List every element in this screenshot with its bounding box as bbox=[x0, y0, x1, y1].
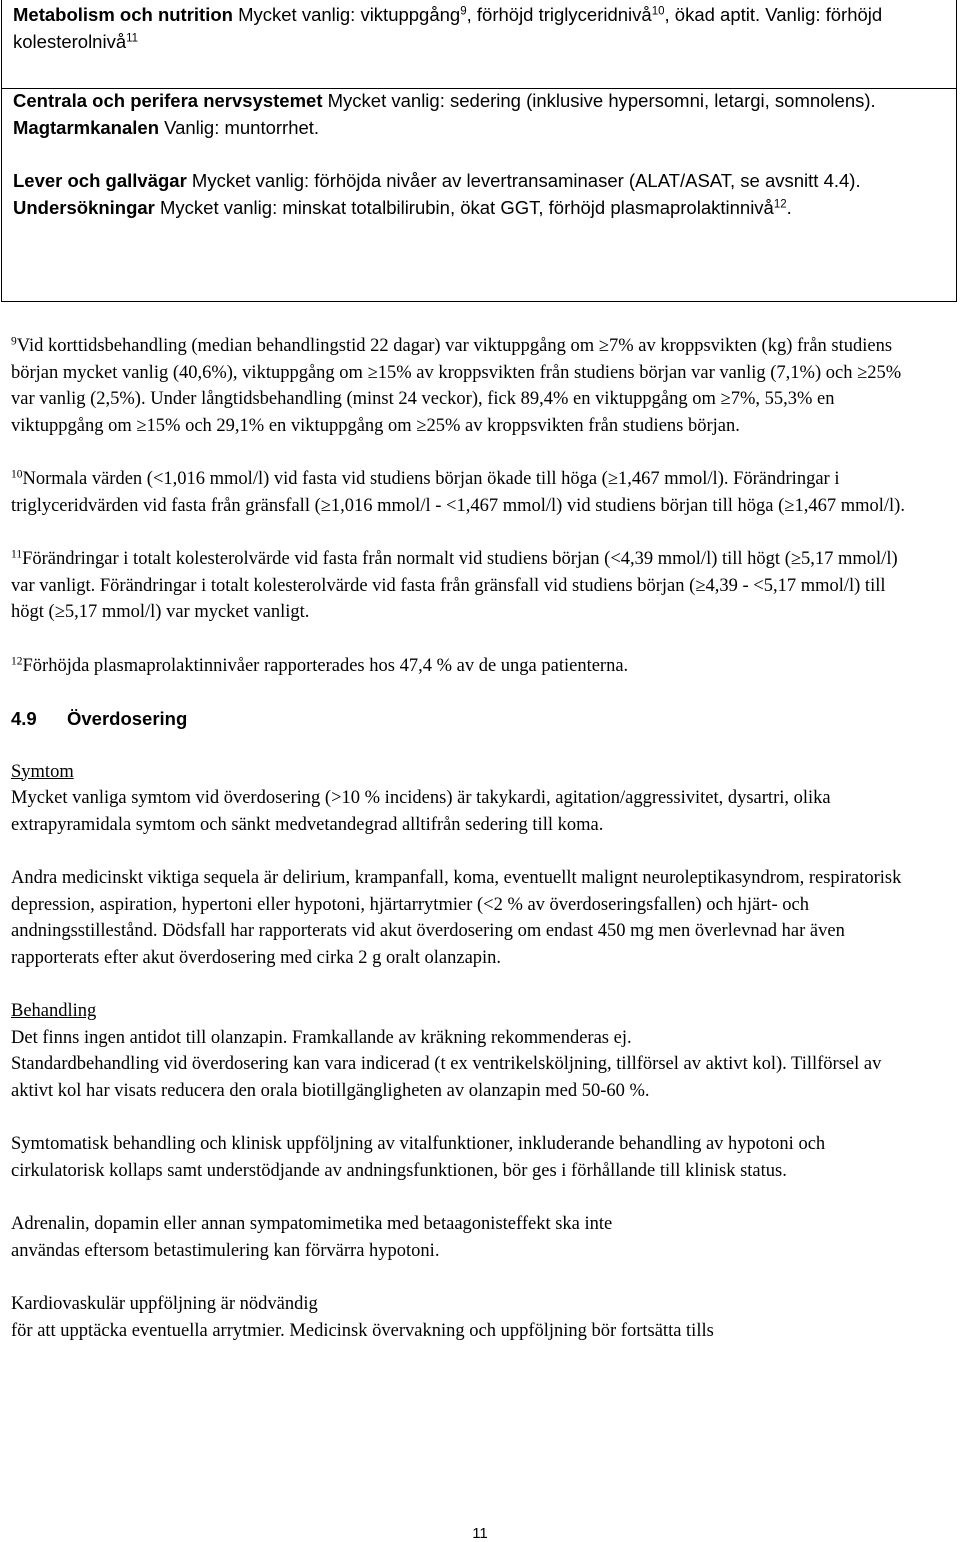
soc-heading-gi: Magtarmkanalen bbox=[13, 116, 159, 138]
treatment-paragraph-3: Symtomatisk behandling och klinisk uppföljning av vitalfunktioner, inkluderande behandling av hypotoni och cirkulatorisk kollaps samt understödjande av andningsfunktionen, bör ges i förhållande till klinisk status. bbox=[11, 1134, 826, 1181]
footnote-11-text-2: 5,17 mmol/l) var vanligt. Förändringar i totalt kolesterolvärde vid fasta från gränsfall vid studiens början ( bbox=[11, 549, 898, 596]
treatment-paragraph-4-line-1: Adrenalin, dopamin eller annan sympatomimetika med betaagonisteffekt ska inte bbox=[11, 1214, 613, 1234]
subheading-treatment: Behandling bbox=[11, 1001, 97, 1021]
treatment-paragraph-2: Standardbehandling vid överdosering kan vara indicerad (t ex ventrikelsköljning, tillförsel av aktivt kol). Tillförsel av aktivt kol har visats reducera den orala biotillgängligheten av olanzapin med 50-60 %. bbox=[11, 1054, 882, 1101]
soc-text-liver: Mycket vanlig: förhöjda nivåer av levertransaminaser (ALAT/ASAT, se avsnitt 4.4). bbox=[186, 170, 861, 191]
soc-text-investigations-end: . bbox=[786, 196, 792, 218]
footnote-marker-11: 11 bbox=[11, 548, 23, 561]
ge-symbol bbox=[599, 333, 609, 360]
subheading-symptoms: Symtom bbox=[11, 761, 74, 782]
treatment-paragraph-4 bbox=[11, 1211, 920, 1264]
footnote-9 bbox=[11, 333, 920, 439]
ge-symbol bbox=[695, 573, 705, 600]
footnote-9-text-3: 15% av kroppsvikten från studiens början var vanlig (7,1%) och bbox=[377, 362, 858, 383]
soc-text-gi: Vanlig: muntorrhet. bbox=[159, 116, 320, 138]
footnote-10-text-2: 1,467 mmol/l). Förändringar i triglyceridvärden vid fasta från gränsfall ( bbox=[11, 469, 840, 516]
footnote-marker-9: 9 bbox=[11, 335, 17, 348]
footnote-9-text-6: 15% och 29,1% en viktuppgång om bbox=[146, 415, 417, 436]
treatment-paragraph-1: Det finns ingen antidot till olanzapin. Framkallande av kräkning rekommenderas ej. bbox=[11, 1027, 632, 1048]
ge-symbol bbox=[368, 360, 378, 387]
ge-symbol bbox=[784, 493, 794, 520]
footnote-11 bbox=[11, 546, 920, 626]
footnote-9-text-2: 7% av kroppsvikten (kg) från studiens början mycket vanlig (40,6%), viktuppgång om bbox=[11, 336, 893, 383]
soc-text-metabolism-a: Mycket vanlig: viktuppgång bbox=[232, 4, 461, 25]
table-row-other bbox=[13, 88, 944, 221]
footnote-11-text-4: 5,17 mmol/l) var mycket vanligt. bbox=[64, 602, 310, 622]
ge-symbol bbox=[136, 413, 146, 440]
document-body bbox=[11, 333, 920, 1344]
treatment-paragraph-5 bbox=[11, 1291, 920, 1344]
footnote-9-text-5: 7%, 55,3% en viktuppgång om bbox=[11, 389, 835, 436]
footnote-11-text-1: Förändringar i totalt kolesterolvärde vid fasta från normalt vid studiens början (<4,39 mmol/l) till högt ( bbox=[22, 549, 791, 569]
footnote-10-text-1: Normala värden (<1,016 mmol/l) vid fasta vid studiens början ökade till höga ( bbox=[22, 469, 608, 489]
footnote-ref-12[interactable]: 12 bbox=[773, 198, 787, 211]
ge-symbol bbox=[55, 599, 65, 626]
footnote-10 bbox=[11, 466, 920, 519]
page-number: 11 bbox=[472, 1525, 488, 1542]
footnote-9-text-4: 25% var vanlig (2,5%). Under långtidsbehandling (minst 24 veckor), fick 89,4% en viktuppgång om bbox=[11, 362, 902, 409]
footnote-11-text-3: 4,39 - <5,17 mmol/l) till högt ( bbox=[11, 575, 886, 622]
footnote-ref-9[interactable]: 9 bbox=[460, 5, 467, 18]
soc-heading-metabolism: Metabolism och nutrition bbox=[13, 4, 233, 25]
ge-symbol bbox=[721, 386, 731, 413]
soc-text-investigations: Mycket vanlig: minskat totalbilirubin, ökat GGT, förhöjd plasmaprolaktinnivå bbox=[154, 196, 774, 218]
treatment-paragraph-4-line-2: användas eftersom betastimulering kan förvärra hypotoni. bbox=[11, 1240, 440, 1261]
footnote-marker-12: 12 bbox=[11, 655, 23, 668]
footnote-10-text-3: 1,016 mmol/l - <1,467 mmol/l) vid studiens början till höga ( bbox=[330, 495, 785, 516]
treatment-paragraph-5-line-2: för att upptäcka eventuella arrytmier. Medicinsk övervakning och uppföljning bör fortsätta tills bbox=[11, 1320, 714, 1341]
ge-symbol bbox=[857, 360, 867, 387]
symptoms-paragraph-2: Andra medicinskt viktiga sequela är delirium, krampanfall, koma, eventuellt malignt neuroleptikasyndrom, respiratorisk depression, aspiration, hypertoni eller hypotoni, hjärtarrytmier (<2 % av överdoseringsfallen) och hjärt- och andningsstillestånd. Dödsfall har rapporterats vid akut överdosering om endast 450 mg men överlevnad har även rapporterats efter akut överdosering med cirka 2 g oralt olanzapin. bbox=[11, 868, 902, 968]
soc-heading-cns: Centrala och perifera nervsystemet bbox=[13, 90, 323, 111]
footnote-12-text: Förhöjda plasmaprolaktinnivåer rapporterades hos 47,4 % av de unga patienterna. bbox=[22, 655, 629, 676]
table-entry-cns bbox=[13, 88, 944, 115]
table-row-metabolism bbox=[13, 2, 944, 55]
footnote-9-text-1: Vid korttidsbehandling (median behandlingstid 22 dagar) var viktuppgång om bbox=[16, 336, 599, 356]
soc-heading-liver: Lever och gallvägar bbox=[13, 170, 187, 191]
section-number: 4.9 bbox=[11, 708, 37, 729]
ge-symbol bbox=[791, 546, 801, 573]
adverse-reactions-table bbox=[1, 0, 957, 302]
ge-symbol bbox=[321, 493, 331, 520]
table-entry-investigations bbox=[13, 195, 944, 222]
footnote-12 bbox=[11, 653, 920, 680]
soc-heading-investigations: Undersökningar bbox=[13, 196, 155, 218]
ge-symbol bbox=[608, 466, 618, 493]
soc-text-metabolism-b: , förhöjd triglyceridnivå bbox=[466, 4, 652, 25]
ge-symbol bbox=[416, 413, 426, 440]
section-heading bbox=[11, 706, 920, 733]
footnote-ref-11[interactable]: 11 bbox=[126, 32, 139, 45]
treatment-paragraph-5-line-1: Kardiovaskulär uppföljning är nödvändig bbox=[11, 1294, 318, 1314]
footnote-ref-10[interactable]: 10 bbox=[651, 5, 665, 18]
symptoms-paragraph-1: Mycket vanliga symtom vid överdosering (>10 % incidens) är takykardi, agitation/aggressivitet, dysartri, olika extrapyramidala symtom och sänkt medvetandegrad alltifrån sedering till koma. bbox=[11, 788, 831, 835]
soc-text-metabolism-c: , ökad aptit. Vanlig: förhöjd kolesterolnivå bbox=[13, 4, 883, 52]
footnote-10-text-4: 1,467 mmol/l). bbox=[794, 495, 905, 516]
soc-text-cns: Mycket vanlig: sedering (inklusive hypersomni, letargi, somnolens). bbox=[322, 90, 876, 111]
table-entry-liver bbox=[13, 168, 944, 195]
table-entry-gi bbox=[13, 115, 944, 142]
footnote-9-text-7: 25% av kroppsvikten från studiens början. bbox=[426, 415, 740, 436]
footnote-marker-10: 10 bbox=[11, 468, 23, 481]
section-title: Överdosering bbox=[67, 708, 188, 729]
